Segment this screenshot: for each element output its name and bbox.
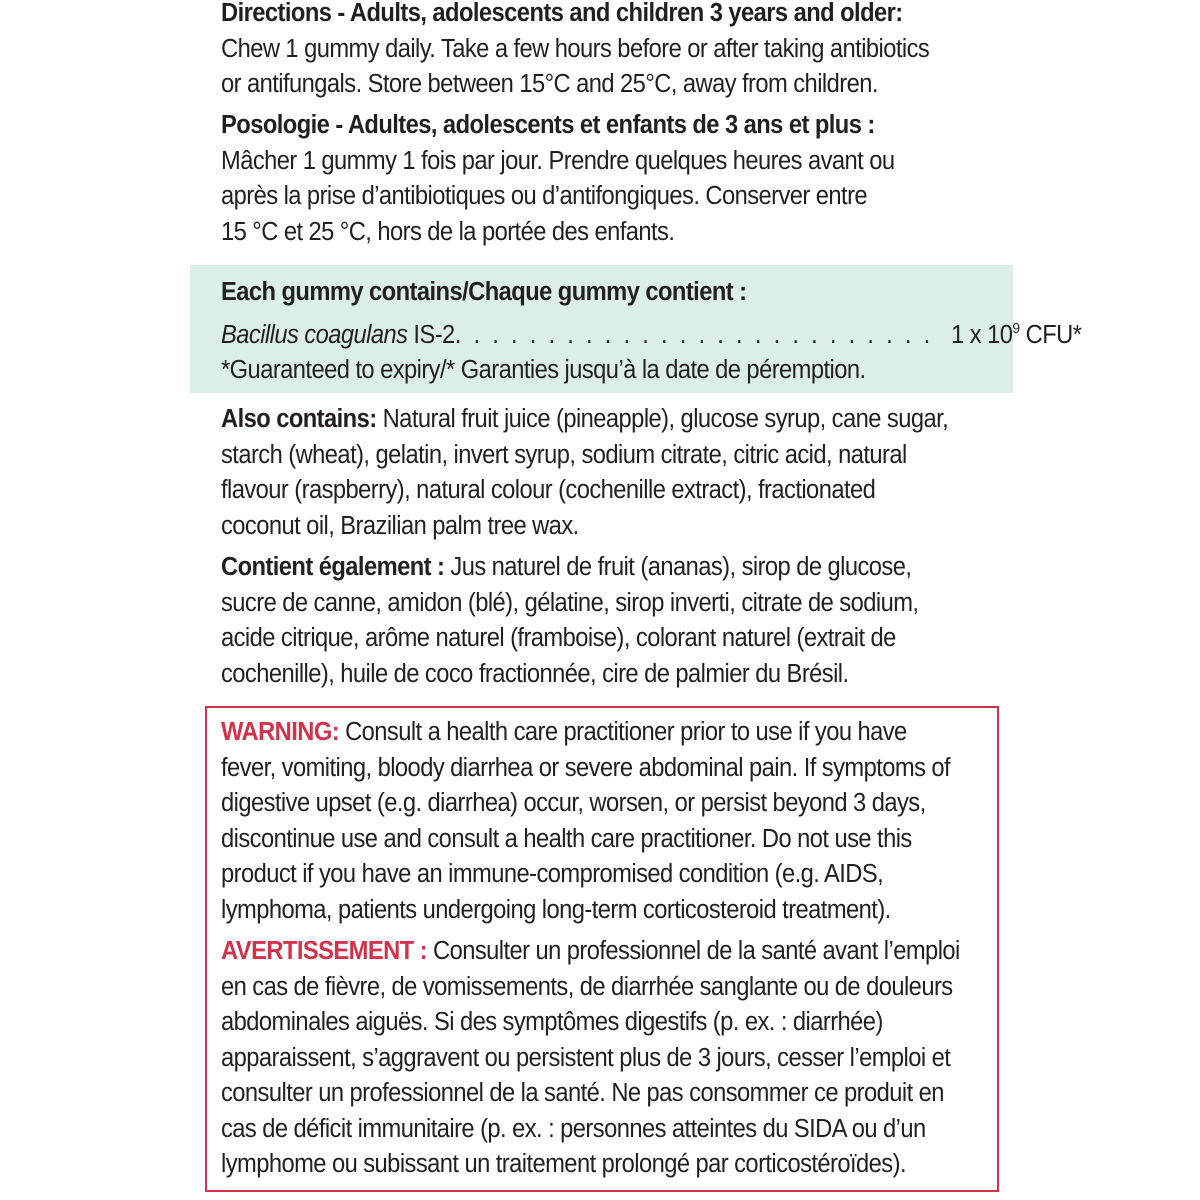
also-contains-line-en-2: starch (wheat), gelatin, invert syrup, sodium citrate, citric acid, natural — [221, 440, 907, 469]
directions-heading-fr: Posologie - Adultes, adolescents et enfants de 3 ans et plus : — [221, 111, 875, 139]
ingredient-organism: Bacillus coagulans — [221, 320, 408, 349]
also-contains-line-en-1 — [221, 402, 956, 438]
also-contains-french — [221, 550, 956, 692]
directions-line-en-1: Chew 1 gummy daily. Take a few hours before or after taking antibiotics — [221, 34, 930, 63]
ingredients-heading: Each gummy contains/Chaque gummy contient : — [221, 278, 747, 306]
directions-french — [221, 108, 956, 250]
warning-label-en: WARNING: — [221, 718, 340, 746]
ingredient-footnote: *Guaranteed to expiry/* Garanties jusqu’à la date de péremption. — [221, 356, 866, 384]
ingredient-row — [221, 311, 1082, 354]
warning-line-en-6: lymphoma, patients undergoing long-term corticosteroid treatment). — [221, 895, 891, 924]
warning-line-en-5: product if you have an immune-compromised condition (e.g. AIDS, — [221, 860, 884, 888]
ingredient-leader-dots: . . . . . . . . . . . . . . . . . . . . . . . . . . — [454, 320, 934, 349]
ingredient-amount-exponent: 9 — [1012, 319, 1020, 337]
also-contains-line-fr-2: sucre de canne, amidon (blé), gélatine, sirop inverti, citrate de sodium, — [221, 588, 919, 617]
warning-line-fr-5: consulter un professionnel de la santé. Ne pas consommer ce produit en — [221, 1079, 944, 1107]
directions-english — [221, 0, 956, 103]
warning-line-en-3: digestive upset (e.g. diarrhea) occur, worsen, or persist beyond 3 days, — [221, 789, 926, 817]
also-contains-line-en-4: coconut oil, Brazilian palm tree wax. — [221, 511, 579, 540]
warning-line-fr-1 — [221, 934, 960, 970]
also-contains-label-en: Also contains: — [221, 405, 377, 433]
also-contains-text-fr-1: Jus naturel de fruit (ananas), sirop de glucose, — [444, 553, 912, 581]
warning-line-fr-6: cas de déficit immunitaire (p. ex. : personnes atteintes du SIDA ou d’un — [221, 1114, 926, 1143]
directions-line-en-2: or antifungals. Store between 15°C and 25°C, away from children. — [221, 70, 878, 98]
also-contains-english — [221, 402, 956, 544]
ingredients-section — [221, 275, 1082, 389]
directions-line-fr-2: après la prise d’antibiotiques ou d’antifongiques. Conserver entre — [221, 182, 868, 210]
also-contains-line-fr-4: cochenille), huile de coco fractionnée, cire de palmier du Brésil. — [221, 659, 849, 688]
ingredient-amount-prefix: 1 x 10 — [951, 320, 1013, 349]
also-contains-label-fr: Contient également : — [221, 553, 445, 581]
warning-french — [221, 934, 960, 1183]
also-contains-line-fr-3: acide citrique, arôme naturel (framboise), colorant naturel (extrait de — [221, 624, 896, 652]
warning-line-fr-3: abdominales aiguës. Si des symptômes digestifs (p. ex. : diarrhée) — [221, 1008, 883, 1036]
warning-line-fr-7: lymphome ou subissant un traitement prolongé par corticostéroïdes). — [221, 1150, 906, 1178]
warning-line-en-4: discontinue use and consult a health care practitioner. Do not use this — [221, 824, 912, 853]
also-contains-line-fr-1 — [221, 550, 956, 586]
warning-text-en-1: Consult a health care practitioner prior to use if you have — [339, 718, 907, 746]
ingredient-strain: IS-2 — [407, 320, 455, 349]
ingredient-amount-suffix: CFU* — [1019, 320, 1082, 349]
directions-heading-en: Directions - Adults, adolescents and children 3 years and older: — [221, 0, 903, 27]
warning-english — [221, 715, 956, 928]
warning-line-en-2: fever, vomiting, bloody diarrhea or severe abdominal pain. If symptoms of — [221, 753, 951, 782]
directions-line-fr-1: Mâcher 1 gummy 1 fois par jour. Prendre quelques heures avant ou — [221, 146, 895, 175]
also-contains-text-en-1: Natural fruit juice (pineapple), glucose syrup, cane sugar, — [376, 405, 949, 433]
warning-line-fr-4: apparaissent, s’aggravent ou persistent plus de 3 jours, cesser l’emploi et — [221, 1043, 951, 1072]
directions-line-fr-3: 15 °C et 25 °C, hors de la portée des enfants. — [221, 217, 675, 246]
warning-line-fr-2: en cas de fièvre, de vomissements, de diarrhée sanglante ou de douleurs — [221, 972, 953, 1001]
warning-text-fr-1: Consulter un professionnel de la santé avant l’emploi — [426, 937, 960, 965]
warning-line-en-1 — [221, 715, 956, 751]
also-contains-line-en-3: flavour (raspberry), natural colour (cochenille extract), fractionated — [221, 476, 876, 504]
warning-label-fr: AVERTISSEMENT : — [221, 937, 427, 965]
